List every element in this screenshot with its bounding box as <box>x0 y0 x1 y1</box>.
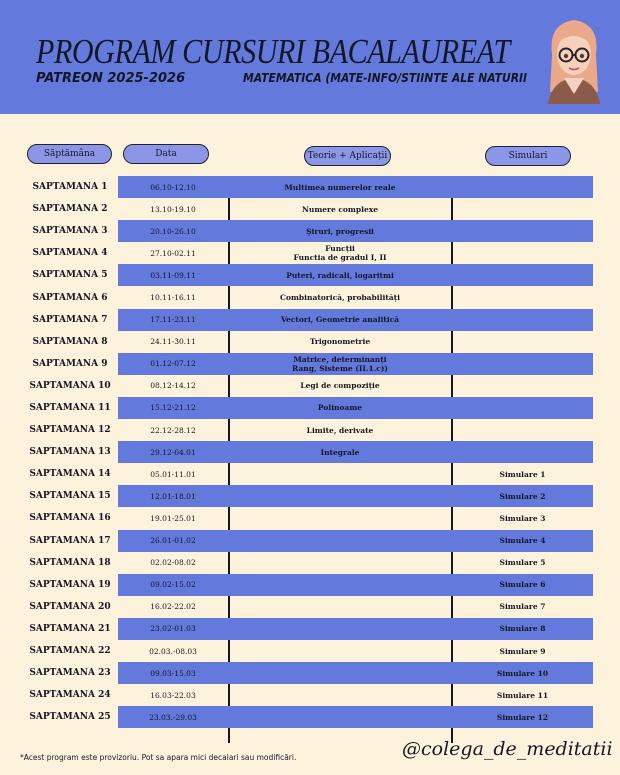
simulation-cell <box>452 220 593 242</box>
week-cell: SAPTAMANA 16 <box>29 513 111 524</box>
date-cell: 12.01-18.01 <box>150 491 196 501</box>
week-cell: SAPTAMANA 25 <box>29 712 111 723</box>
date-cell: 09.03-15.03 <box>150 668 196 678</box>
week-cell: SAPTAMANA 22 <box>29 646 111 657</box>
table-row <box>0 198 620 220</box>
week-cell: SAPTAMANA 7 <box>32 314 108 325</box>
topic-cell <box>229 463 451 485</box>
date-cell: 13.10-19.10 <box>150 204 196 214</box>
table-row <box>0 552 620 574</box>
simulation-cell <box>452 286 593 308</box>
week-cell: SAPTAMANA 9 <box>32 358 108 369</box>
column-header-topic: Teorie + Aplicații <box>304 146 391 166</box>
week-cell: SAPTAMANA 18 <box>29 557 111 568</box>
table-row <box>0 309 620 331</box>
simulation-cell <box>452 198 593 220</box>
header-banner <box>0 0 620 114</box>
week-cell: SAPTAMANA 17 <box>29 535 111 546</box>
column-header-week: Săptămâna <box>27 144 112 164</box>
date-cell: 24.11-30.11 <box>150 337 196 347</box>
topic-cell <box>229 662 451 684</box>
date-cell: 16.02-22.02 <box>150 602 196 612</box>
date-cell: 23.02-01.03 <box>150 624 196 634</box>
simulation-cell: Simulare 10 <box>496 668 549 678</box>
column-header-sim: Simulari <box>485 146 571 166</box>
simulation-cell <box>452 176 593 198</box>
subtitle-subject: MATEMATICA (MATE-INFO/STIINTE ALE NATURII <box>243 71 528 85</box>
date-cell: 03.11-09.11 <box>150 270 196 280</box>
table-row <box>0 463 620 485</box>
table-row <box>0 353 620 375</box>
topic-cell <box>229 507 451 529</box>
table-row <box>0 684 620 706</box>
week-cell: SAPTAMANA 2 <box>32 204 108 215</box>
topic-cell <box>229 552 451 574</box>
topic-cell: Vectori, Geometrie analitică <box>280 315 400 325</box>
table-row <box>0 596 620 618</box>
footnote: *Acest program este provizoriu. Pot sa apara mici decalari sau modificări. <box>20 753 297 762</box>
table-row <box>0 662 620 684</box>
topic-cell: Integrale <box>320 447 360 457</box>
table-row <box>0 640 620 662</box>
topic-cell <box>229 596 451 618</box>
topic-cell <box>229 706 451 728</box>
date-cell: 02.02-08.02 <box>150 558 196 568</box>
date-cell: 19.01-25.01 <box>150 513 196 523</box>
simulation-cell <box>452 242 593 264</box>
table-row <box>0 618 620 640</box>
simulation-cell <box>452 397 593 419</box>
topic-cell <box>229 485 451 507</box>
table-row <box>0 242 620 264</box>
date-cell: 09.02-15.02 <box>150 580 196 590</box>
topic-cell: Combinatorică, probabilități <box>280 293 400 303</box>
date-cell: 17.11-23.11 <box>150 315 196 325</box>
date-cell: 27.10-02.11 <box>150 248 196 258</box>
simulation-cell: Simulare 2 <box>499 491 546 501</box>
simulation-cell <box>452 331 593 353</box>
table-row <box>0 264 620 286</box>
table-row <box>0 375 620 397</box>
date-cell: 26.01-01.02 <box>150 536 196 546</box>
date-cell: 02.03.-08.03 <box>149 646 197 656</box>
week-cell: SAPTAMANA 24 <box>29 690 111 701</box>
table-row <box>0 331 620 353</box>
table-row <box>0 176 620 198</box>
week-cell: SAPTAMANA 1 <box>32 182 108 193</box>
week-cell: SAPTAMANA 13 <box>29 447 111 458</box>
table-row <box>0 441 620 463</box>
simulation-cell <box>452 419 593 441</box>
date-cell: 16.03-22.03 <box>150 690 196 700</box>
date-cell: 01.12-07.12 <box>150 359 196 369</box>
simulation-cell: Simulare 11 <box>496 690 549 700</box>
table-row <box>0 485 620 507</box>
week-cell: SAPTAMANA 5 <box>32 270 108 281</box>
date-cell: 06.10-12.10 <box>150 182 196 192</box>
simulation-cell: Simulare 4 <box>499 536 546 546</box>
week-cell: SAPTAMANA 20 <box>29 601 111 612</box>
table-row <box>0 397 620 419</box>
simulation-cell: Simulare 12 <box>496 712 549 722</box>
schedule-table <box>0 176 620 728</box>
topic-cell: Polinoame <box>317 403 363 413</box>
topic-cell: Legi de compoziție <box>300 381 380 391</box>
simulation-cell: Simulare 1 <box>499 469 546 479</box>
simulation-cell: Simulare 5 <box>499 558 546 568</box>
simulation-cell: Simulare 3 <box>499 513 546 523</box>
week-cell: SAPTAMANA 3 <box>32 226 108 237</box>
week-cell: SAPTAMANA 23 <box>29 668 111 679</box>
table-row <box>0 220 620 242</box>
simulation-cell: Simulare 8 <box>499 624 546 634</box>
simulation-cell <box>452 264 593 286</box>
column-header-date: Data <box>123 144 209 164</box>
topic-cell: Trigonometrie <box>309 337 371 347</box>
week-cell: SAPTAMANA 19 <box>29 579 111 590</box>
subtitle-patreon: PATREON 2025-2026 <box>36 71 186 86</box>
topic-cell <box>229 684 451 706</box>
social-handle: @colega_de_meditatii <box>402 738 613 760</box>
week-cell: SAPTAMANA 14 <box>29 469 111 480</box>
topic-cell: Limite, derivate <box>306 425 374 435</box>
week-cell: SAPTAMANA 6 <box>32 292 108 303</box>
table-row <box>0 706 620 728</box>
simulation-cell <box>452 353 593 375</box>
table-row <box>0 507 620 529</box>
simulation-cell: Simulare 9 <box>499 646 546 656</box>
week-cell: SAPTAMANA 4 <box>32 248 108 259</box>
table-row <box>0 574 620 596</box>
topic-cell <box>229 574 451 596</box>
table-row <box>0 530 620 552</box>
simulation-cell <box>452 441 593 463</box>
topic-cell: Numere complexe <box>302 204 378 214</box>
page-title: PROGRAM CURSURI BACALAUREAT <box>36 32 510 71</box>
topic-cell: Şiruri, progresii <box>306 226 374 236</box>
week-cell: SAPTAMANA 21 <box>29 623 111 634</box>
table-row <box>0 286 620 308</box>
date-cell: 08.12-14.12 <box>150 381 196 391</box>
date-cell: 23.03.-29.03 <box>149 712 197 722</box>
topic-cell: Multimea numerelor reale <box>284 182 396 192</box>
simulation-cell: Simulare 6 <box>499 580 546 590</box>
week-cell: SAPTAMANA 15 <box>29 491 111 502</box>
week-cell: SAPTAMANA 11 <box>29 402 111 413</box>
table-row <box>0 419 620 441</box>
simulation-cell: Simulare 7 <box>499 602 546 612</box>
week-cell: SAPTAMANA 10 <box>29 380 111 391</box>
date-cell: 05.01-11.01 <box>150 469 196 479</box>
week-cell: SAPTAMANA 8 <box>32 336 108 347</box>
simulation-cell <box>452 375 593 397</box>
topic-cell: Puteri, radicali, logaritmi <box>286 270 394 280</box>
topic-cell <box>229 640 451 662</box>
week-cell: SAPTAMANA 12 <box>29 425 111 436</box>
date-cell: 29.12-04.01 <box>150 447 196 457</box>
date-cell: 20.10-26.10 <box>150 226 196 236</box>
date-cell: 15.12-21.12 <box>150 403 196 413</box>
simulation-cell <box>452 309 593 331</box>
topic-cell: Matrice, determinanți Rang, Sisteme (II.1.c)) <box>292 354 388 373</box>
topic-cell: Funcții Functia de gradul I, II <box>293 244 387 263</box>
avatar <box>542 14 606 104</box>
date-cell: 22.12-28.12 <box>150 425 196 435</box>
date-cell: 10.11-16.11 <box>150 293 196 303</box>
topic-cell <box>229 530 451 552</box>
topic-cell <box>229 618 451 640</box>
